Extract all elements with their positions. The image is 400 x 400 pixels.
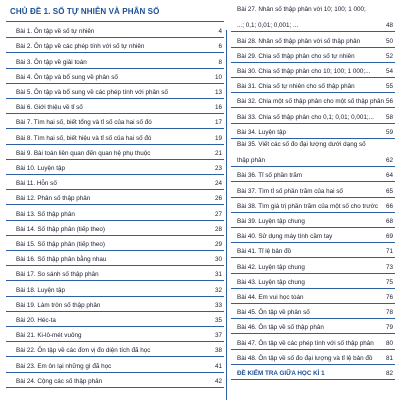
toc-entry-page: 8 (218, 58, 222, 66)
toc-entry-page: 26 (214, 195, 222, 203)
toc-entry-title: Bài 48. Ôn tập về số đo đại lượng và tỉ lệ bản đồ (237, 354, 373, 362)
toc-entry-page: 10 (214, 73, 222, 81)
toc-entry (231, 108, 395, 123)
toc-entry (6, 38, 224, 53)
toc-entry-page: 37 (214, 332, 222, 340)
toc-entry-title: Bài 17. So sánh số thập phân (16, 271, 99, 279)
toc-entry-title: Bài 5. Ôn tập và bổ sung về các phép tính với phân số (16, 88, 168, 96)
toc-entry (6, 236, 224, 251)
toc-entry-page: 79 (385, 324, 393, 332)
toc-entry-title: Bài 31. Chia số tự nhiên cho số thập phân (237, 83, 355, 91)
toc-entry-page: 38 (214, 347, 222, 355)
toc-entry-page: 68 (385, 217, 393, 225)
toc-entry-page: 59 (385, 128, 393, 136)
toc-entry-page: 29 (214, 240, 222, 248)
toc-entry-title: Bài 40. Sử dụng máy tính cầm tay (237, 233, 333, 241)
toc-entry-title: Bài 22. Ôn tập về các đơn vị đo diện tích đã học (16, 347, 151, 355)
toc-entry (231, 124, 395, 139)
toc-entry-title: Bài 13. Số thập phân (16, 210, 75, 218)
toc-entry (6, 357, 224, 372)
toc-entry (6, 69, 224, 84)
toc-right-column (231, 0, 395, 400)
toc-entry (6, 221, 224, 236)
toc-entry (6, 281, 224, 296)
toc-entry-page: 41 (214, 362, 222, 370)
toc-entry-title: Bài 32. Chia một số thập phân cho một số thập phân (237, 98, 385, 106)
toc-entry (231, 304, 395, 319)
toc-entry (231, 63, 395, 78)
toc-entry-page: 16 (214, 104, 222, 112)
toc-entry-page: 23 (214, 164, 222, 172)
toc-entry-page: 69 (385, 233, 393, 241)
toc-entry-title: Bài 1. Ôn tập về số tự nhiên (16, 28, 95, 36)
toc-entry (6, 297, 224, 312)
toc-entry (231, 78, 395, 93)
toc-entry-page: 73 (385, 263, 393, 271)
toc-entry-title: Bài 28. Nhân số thập phân với số thập phân (237, 37, 361, 45)
toc-entry-page: 76 (385, 293, 393, 301)
toc-entry-page: 24 (214, 180, 222, 188)
toc-entry-title: Bài 33. Chia số thập phân cho 0,1; 0,01; 0,001;... (237, 113, 374, 121)
toc-entry-page: 56 (385, 98, 393, 106)
toc-entry-page: 64 (385, 172, 393, 180)
toc-entry (231, 243, 395, 258)
toc-entry-title: Bài 47. Ôn tập về các phép tính với số thập phân (237, 339, 374, 347)
toc-entry-title: Bài 14. Số thập phân (tiếp theo) (16, 225, 105, 233)
toc-entry (231, 93, 395, 108)
toc-entry-page: 65 (385, 187, 393, 195)
toc-entry-title-continued: ...; 0,1; 0,01; 0,001; ... (237, 22, 299, 30)
toc-entry-title: Bài 19. Làm tròn số thập phân (16, 301, 101, 309)
toc-entry (6, 129, 224, 144)
toc-entry-page: 42 (214, 377, 222, 385)
toc-entry (6, 373, 224, 388)
toc-entry (6, 190, 224, 205)
toc-entry-title-continued: thập phân (237, 157, 266, 165)
toc-entry (231, 48, 395, 63)
toc-entry-title: Bài 35. Viết các số đo đại lượng dưới dạng số (237, 140, 366, 148)
toc-entry-title: Bài 6. Giới thiệu về tỉ số (16, 104, 83, 112)
toc-entry-page: 31 (214, 271, 222, 279)
toc-entry-page: 78 (385, 309, 393, 317)
toc-entry-title: Bài 8. Tìm hai số, biết hiệu và tỉ số của hai số đó (16, 134, 152, 142)
toc-entry-page: 48 (385, 22, 393, 30)
toc-entry-title: Bài 34. Luyện tập (237, 128, 287, 136)
toc-entry-title: Bài 38. Tìm giá trị phần trăm của một số cho trước (237, 202, 378, 210)
toc-entry-title: Bài 24. Cộng các số thập phân (16, 377, 103, 385)
toc-entry (6, 53, 224, 68)
toc-entry (6, 175, 224, 190)
toc-entry-title: Bài 4. Ôn tập và bổ sung về phân số (16, 73, 118, 81)
toc-entry-title: Bài 15. Số thập phân (tiếp theo) (16, 240, 105, 248)
toc-entry-title: ĐỀ KIỂM TRA GIỮA HỌC KÌ 1 (237, 369, 325, 377)
toc-entry-title: Bài 41. Tỉ lệ bản đồ (237, 248, 292, 256)
toc-entry-page: 32 (214, 286, 222, 294)
chapter-title: CHỦ ĐỀ 1. SỐ TỰ NHIÊN VÀ PHÂN SỐ (10, 7, 160, 16)
exam-entry (231, 365, 395, 380)
toc-entry-title: Bài 3. Ôn tập về giải toán (16, 58, 87, 66)
toc-entry-page: 28 (214, 225, 222, 233)
toc-entry-title: Bài 45. Ôn tập về phân số (237, 309, 310, 317)
toc-entry (6, 99, 224, 114)
toc-entry (231, 258, 395, 273)
toc-entry (231, 198, 395, 213)
toc-entry-page: 82 (385, 369, 393, 377)
toc-entry-page: 62 (385, 157, 393, 165)
toc-entry-title: Bài 20. Héc-ta (16, 316, 56, 324)
toc-entry-page: 21 (214, 149, 222, 157)
toc-entry-page: 17 (214, 119, 222, 127)
toc-entry (231, 182, 395, 197)
toc-entry (231, 213, 395, 228)
toc-entry (6, 84, 224, 99)
toc-entry-page: 55 (385, 83, 393, 91)
toc-entry (231, 334, 395, 349)
toc-entry (231, 319, 395, 334)
toc-entry-page: 75 (385, 278, 393, 286)
toc-entry-title: Bài 23. Em ôn lại những gì đã học (16, 362, 112, 370)
toc-entry-title: Bài 27. Nhân số thập phân với 10; 100; 1 000; (237, 6, 366, 13)
toc-entry-page: 13 (214, 88, 222, 96)
toc-entry-page: 58 (385, 113, 393, 121)
toc-entry-page: 71 (385, 248, 393, 256)
toc-entry-title: Bài 11. Hỗn số (16, 180, 57, 188)
toc-entry-title: Bài 43. Luyện tập chung (237, 278, 305, 286)
toc-entry (231, 350, 395, 365)
toc-entry-page: 66 (385, 202, 393, 210)
toc-entry (6, 266, 224, 281)
toc-entry-title: Bài 42. Luyện tập chung (237, 263, 305, 271)
toc-entry-page: 35 (214, 316, 222, 324)
toc-entry-page: 6 (218, 43, 222, 51)
toc-entry-title: Bài 39. Luyện tập chung (237, 217, 305, 225)
toc-entry (6, 23, 224, 38)
toc-entry-page: 30 (214, 256, 222, 264)
toc-entry-title: Bài 2. Ôn tập về các phép tính với số tự nhiên (16, 43, 145, 51)
toc-entry-title: Bài 44. Em vui học toán (237, 293, 304, 301)
toc-entry-title: Bài 21. Ki-lô-mét vuông (16, 332, 82, 340)
toc-entry (231, 228, 395, 243)
toc-entry (231, 289, 395, 304)
toc-entry-page: 81 (385, 354, 393, 362)
toc-entry-page: 19 (214, 134, 222, 142)
toc-entry-title: Bài 12. Phân số thập phân (16, 195, 91, 203)
toc-entry-title: Bài 30. Chia số thập phân cho 10; 100; 1 000;... (237, 67, 371, 75)
toc-entry-page: 4 (218, 28, 222, 36)
toc-entry-title: Bài 29. Chia số thập phân cho số tự nhiên (237, 52, 355, 60)
column-divider (226, 30, 227, 400)
toc-entry-page: 54 (385, 67, 393, 75)
toc-entry-title: Bài 36. Tỉ số phần trăm (237, 172, 302, 180)
toc-entry (6, 114, 224, 129)
toc-entry-page: 50 (385, 37, 393, 45)
toc-entry-title: Bài 7. Tìm hai số, biết tổng và tỉ số của hai số đó (16, 119, 152, 127)
toc-entry (231, 274, 395, 289)
toc-entry (6, 342, 224, 357)
toc-entry (231, 139, 395, 167)
toc-entry-title: Bài 18. Luyện tập (16, 286, 66, 294)
toc-entry-title: Bài 46. Ôn tập về số thập phân (237, 324, 324, 332)
toc-entry-title: Bài 16. Số thập phân bằng nhau (16, 256, 107, 264)
toc-entry-title: Bài 37. Tìm tỉ số phần trăm của hai số (237, 187, 343, 195)
toc-entry-title: Bài 9. Bài toán liên quan đến quan hệ phụ thuộc (16, 149, 151, 157)
toc-entry (6, 327, 224, 342)
toc-entry (6, 312, 224, 327)
toc-entry (6, 205, 224, 220)
toc-entry-page: 33 (214, 301, 222, 309)
toc-entry-title: Bài 10. Luyện tập (16, 164, 66, 172)
toc-entry-page: 52 (385, 52, 393, 60)
toc-entry (6, 145, 224, 160)
toc-entry-page: 80 (385, 339, 393, 347)
toc-entry (231, 4, 395, 32)
toc-entry (6, 251, 224, 266)
toc-left-column (6, 0, 224, 400)
toc-entry (231, 32, 395, 47)
toc-entry (6, 160, 224, 175)
toc-entry (231, 167, 395, 182)
toc-entry-page: 27 (214, 210, 222, 218)
